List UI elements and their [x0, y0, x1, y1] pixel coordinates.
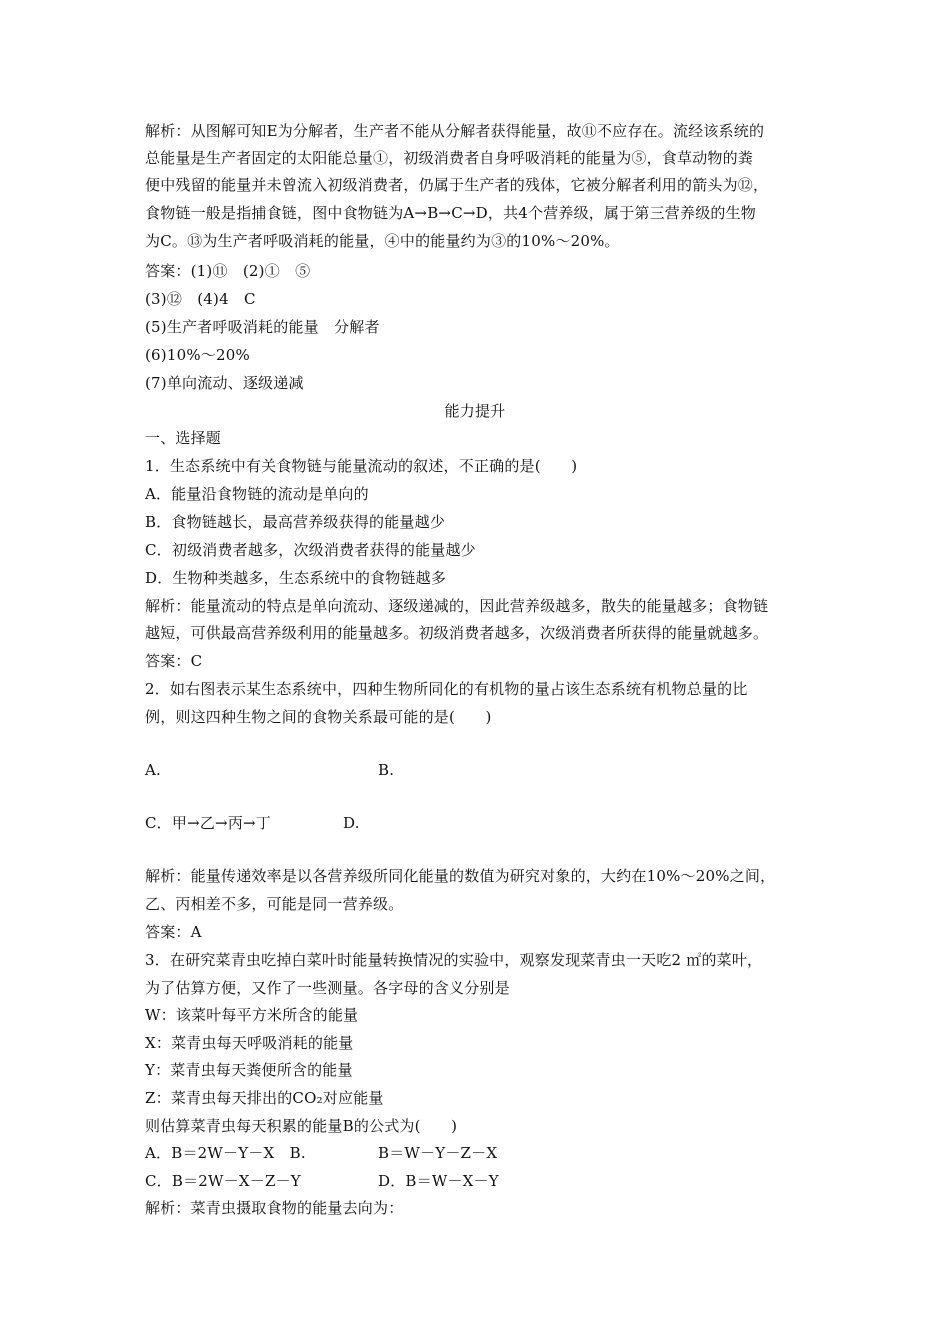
analysis-line: 总能量是生产者固定的太阳能总量①，初级消费者自身呼吸消耗的能量为⑤，食草动物的粪: [145, 149, 754, 167]
question-3-def-z: Z：菜青虫每天排出的CO₂对应能量: [145, 1089, 384, 1107]
question-1-option-c: C．初级消费者越多，次级消费者获得的能量越少: [145, 541, 476, 559]
analysis-line: 解析：从图解可知E为分解者，生产者不能从分解者获得能量，故⑪不应存在。流经该系统的: [145, 122, 765, 140]
section-title: 能力提升: [444, 402, 506, 420]
question-1-analysis: 越短，可供最高营养级利用的能量越多。初级消费者越多，次级消费者所获得的能量就越多。: [145, 624, 769, 642]
question-2-stem: 2．如右图表示某生态系统中，四种生物所同化的有机物的量占该生态系统有机物总量的比: [145, 680, 748, 698]
question-3-stem: 3．在研究菜青虫吃掉白菜叶时能量转换情况的实验中，观察发现菜青虫一天吃2 ㎡的菜叶，: [145, 951, 763, 969]
question-2-stem: 例，则这四种生物之间的食物关系最可能的是( ): [145, 708, 492, 726]
question-2-answer: 答案：A: [145, 923, 202, 941]
question-2-option-c: C．甲→乙→丙→丁: [145, 814, 271, 832]
question-1-option-d: D．生物种类越多，生态系统中的食物链越多: [145, 569, 447, 587]
question-2-options-row-1: [145, 760, 845, 780]
question-1-option-b: B．食物链越长，最高营养级获得的能量越少: [145, 513, 446, 531]
answer-line: (6)10%～20%: [145, 346, 250, 364]
question-3-option-d: D．B＝W－X－Y: [378, 1172, 499, 1190]
question-3-option-c: C．B＝2W－X－Z－Y: [145, 1172, 301, 1190]
question-3-options-row-2: [145, 1171, 845, 1191]
question-3-def-x: X：菜青虫每天呼吸消耗的能量: [145, 1034, 354, 1052]
question-3-analysis: 解析：菜青虫摄取食物的能量去向为：: [145, 1199, 404, 1217]
answer-line: (3)⑫ (4)4 C: [145, 290, 256, 308]
question-3-def-y: Y：菜青虫每天粪便所含的能量: [145, 1061, 353, 1079]
question-1-option-a: A．能量沿食物链的流动是单向的: [145, 485, 369, 503]
question-1-answer: 答案：C: [145, 652, 203, 670]
question-3-def-w: W：该菜叶每平方米所含的能量: [145, 1006, 359, 1024]
question-1-analysis: 解析：能量流动的特点是单向流动、逐级递减的，因此营养级越多，散失的能量越多；食物链: [145, 597, 769, 615]
question-3-option-a: A．B＝2W－Y－X B.: [145, 1144, 306, 1162]
answer-line: 答案：(1)⑪ (2)① ⑤: [145, 262, 311, 280]
question-2-option-a: A.: [145, 761, 162, 779]
question-2-options-row-2: [145, 813, 845, 833]
question-2-analysis: 乙、丙相差不多，可能是同一营养级。: [145, 895, 404, 913]
answer-line: (7)单向流动、逐级递减: [145, 374, 304, 392]
question-2-option-d: D.: [343, 814, 360, 832]
question-3-option-b: B＝W－Y－Z－X: [378, 1144, 498, 1162]
question-3-question: 则估算菜青虫每天积累的能量B的公式为( ): [145, 1117, 458, 1135]
question-3-options-row-1: [145, 1143, 845, 1163]
question-2-option-b: B.: [378, 761, 395, 779]
analysis-line: 食物链一般是指捕食链，图中食物链为A→B→C→D，共4个营养级，属于第三营养级的生物: [145, 204, 757, 222]
question-3-stem: 为了估算方便，又作了一些测量。各字母的含义分别是: [145, 979, 510, 997]
answer-line: (5)生产者呼吸消耗的能量 分解者: [145, 318, 380, 336]
section-subtitle: 一、选择题: [145, 429, 222, 447]
question-2-analysis: 解析：能量传递效率是以各营养级所同化能量的数值为研究对象的，大约在10%～20%之间，: [145, 867, 776, 885]
analysis-line: 便中残留的能量并未曾流入初级消费者，仍属于生产者的残体，它被分解者利用的箭头为⑫，: [145, 176, 769, 194]
question-1-stem: 1．生态系统中有关食物链与能量流动的叙述，不正确的是( ): [145, 457, 578, 475]
analysis-line: 为C。⑬为生产者呼吸消耗的能量，④中的能量约为③的10%～20%。: [145, 232, 620, 250]
